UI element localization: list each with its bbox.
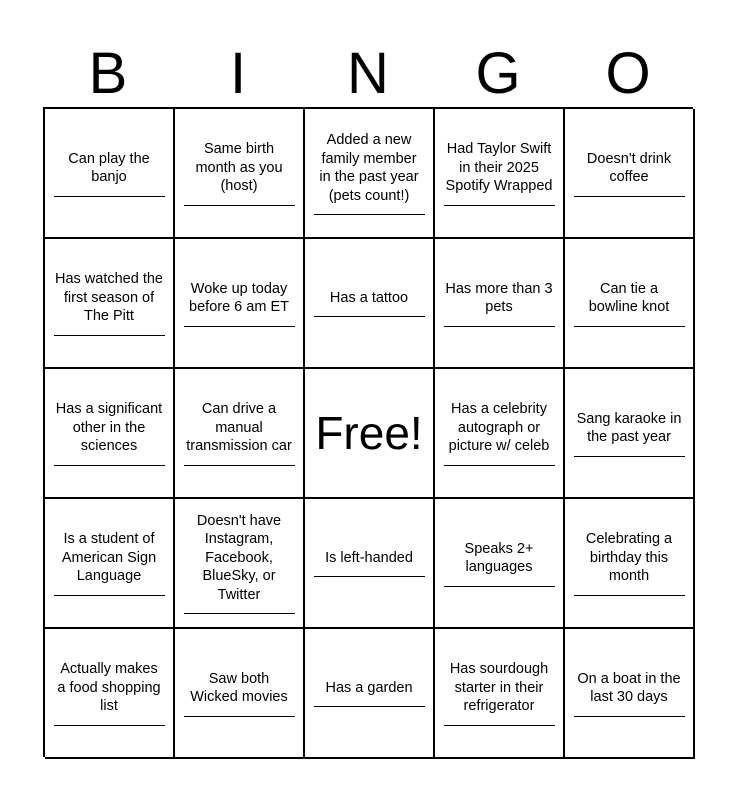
signature-line [184, 465, 295, 466]
signature-line [314, 576, 425, 577]
bingo-cell[interactable] [45, 369, 175, 499]
header-letter-g: G [475, 41, 521, 106]
bingo-cell[interactable] [45, 499, 175, 629]
bingo-cell[interactable] [435, 109, 565, 239]
bingo-cell[interactable] [175, 109, 305, 239]
bingo-cell[interactable] [435, 239, 565, 369]
signature-line [574, 326, 685, 327]
bingo-cell[interactable] [175, 369, 305, 499]
signature-line [574, 595, 685, 596]
signature-line [444, 586, 555, 587]
cell-text: Has a significant other in the sciences [55, 401, 163, 455]
signature-line [574, 196, 685, 197]
header-letter-b: B [88, 41, 128, 106]
bingo-cell[interactable] [305, 239, 435, 369]
cell-text: Has a garden [325, 679, 413, 696]
signature-line [54, 335, 165, 336]
signature-line [184, 326, 295, 327]
signature-line [54, 196, 165, 197]
cell-text: Has watched the first season of The Pitt [54, 271, 163, 325]
bingo-cell[interactable] [305, 499, 435, 629]
cell-text: On a boat in the last 30 days [577, 670, 681, 705]
signature-line [444, 465, 555, 466]
bingo-cell[interactable] [565, 499, 695, 629]
signature-line [444, 725, 555, 726]
bingo-cell[interactable] [565, 369, 695, 499]
cell-text: Doesn't drink coffee [586, 150, 672, 185]
cell-text: Same birth month as you (host) [195, 141, 283, 195]
bingo-cell[interactable] [435, 629, 565, 759]
signature-line [574, 456, 685, 457]
bingo-cell[interactable] [565, 239, 695, 369]
signature-line [444, 326, 555, 327]
cell-text: Is a student of American Sign Language [61, 531, 157, 585]
bingo-cell[interactable] [565, 629, 695, 759]
bingo-cell[interactable] [565, 109, 695, 239]
signature-line [54, 725, 165, 726]
signature-line [184, 716, 295, 717]
bingo-cell[interactable] [435, 499, 565, 629]
cell-text: Saw both Wicked movies [190, 670, 288, 705]
cell-text: Can drive a manual transmission car [186, 401, 292, 455]
cell-text: Added a new family member in the past year (pets count!) [319, 132, 419, 204]
signature-line [444, 205, 555, 206]
signature-line [184, 613, 295, 614]
signature-line [314, 706, 425, 707]
signature-line [314, 214, 425, 215]
bingo-cell[interactable] [45, 109, 175, 239]
signature-line [184, 205, 295, 206]
bingo-cell[interactable] [305, 629, 435, 759]
signature-line [54, 595, 165, 596]
bingo-cell[interactable] [175, 239, 305, 369]
signature-line [314, 316, 425, 317]
cell-text: Has a tattoo [329, 289, 409, 306]
cell-text: Sang karaoke in the past year [576, 410, 682, 445]
cell-text: Doesn't have Instagram, Facebook, BlueSky, or Twitter [196, 512, 282, 603]
header-letter-n: N [347, 41, 389, 106]
cell-text: Has a celebrity autograph or picture w/ celeb [448, 401, 550, 455]
bingo-header [43, 40, 693, 108]
signature-line [54, 465, 165, 466]
cell-text: Has more than 3 pets [445, 280, 553, 315]
free-cell[interactable] [305, 369, 435, 499]
cell-text: Woke up today before 6 am ET [189, 280, 289, 315]
header-letter-i: I [229, 41, 247, 106]
bingo-board [43, 107, 693, 757]
bingo-cell[interactable] [435, 369, 565, 499]
signature-line [574, 716, 685, 717]
bingo-cell[interactable] [175, 499, 305, 629]
bingo-cell[interactable] [45, 629, 175, 759]
cell-text: Has sourdough starter in their refrigerator [449, 661, 549, 715]
free-space-label: Free! [315, 407, 423, 459]
bingo-cell[interactable] [45, 239, 175, 369]
cell-text: Had Taylor Swift in their 2025 Spotify Wrapped [445, 141, 553, 195]
cell-text: Can tie a bowline knot [588, 280, 670, 315]
cell-text: Is left-handed [325, 549, 413, 566]
bingo-cell[interactable] [305, 109, 435, 239]
cell-text: Actually makes a food shopping list [57, 661, 161, 715]
cell-text: Celebrating a birthday this month [585, 531, 673, 585]
header-letter-o: O [605, 41, 651, 106]
cell-text: Speaks 2+ languages [464, 540, 534, 575]
bingo-cell[interactable] [175, 629, 305, 759]
cell-text: Can play the banjo [68, 150, 150, 185]
